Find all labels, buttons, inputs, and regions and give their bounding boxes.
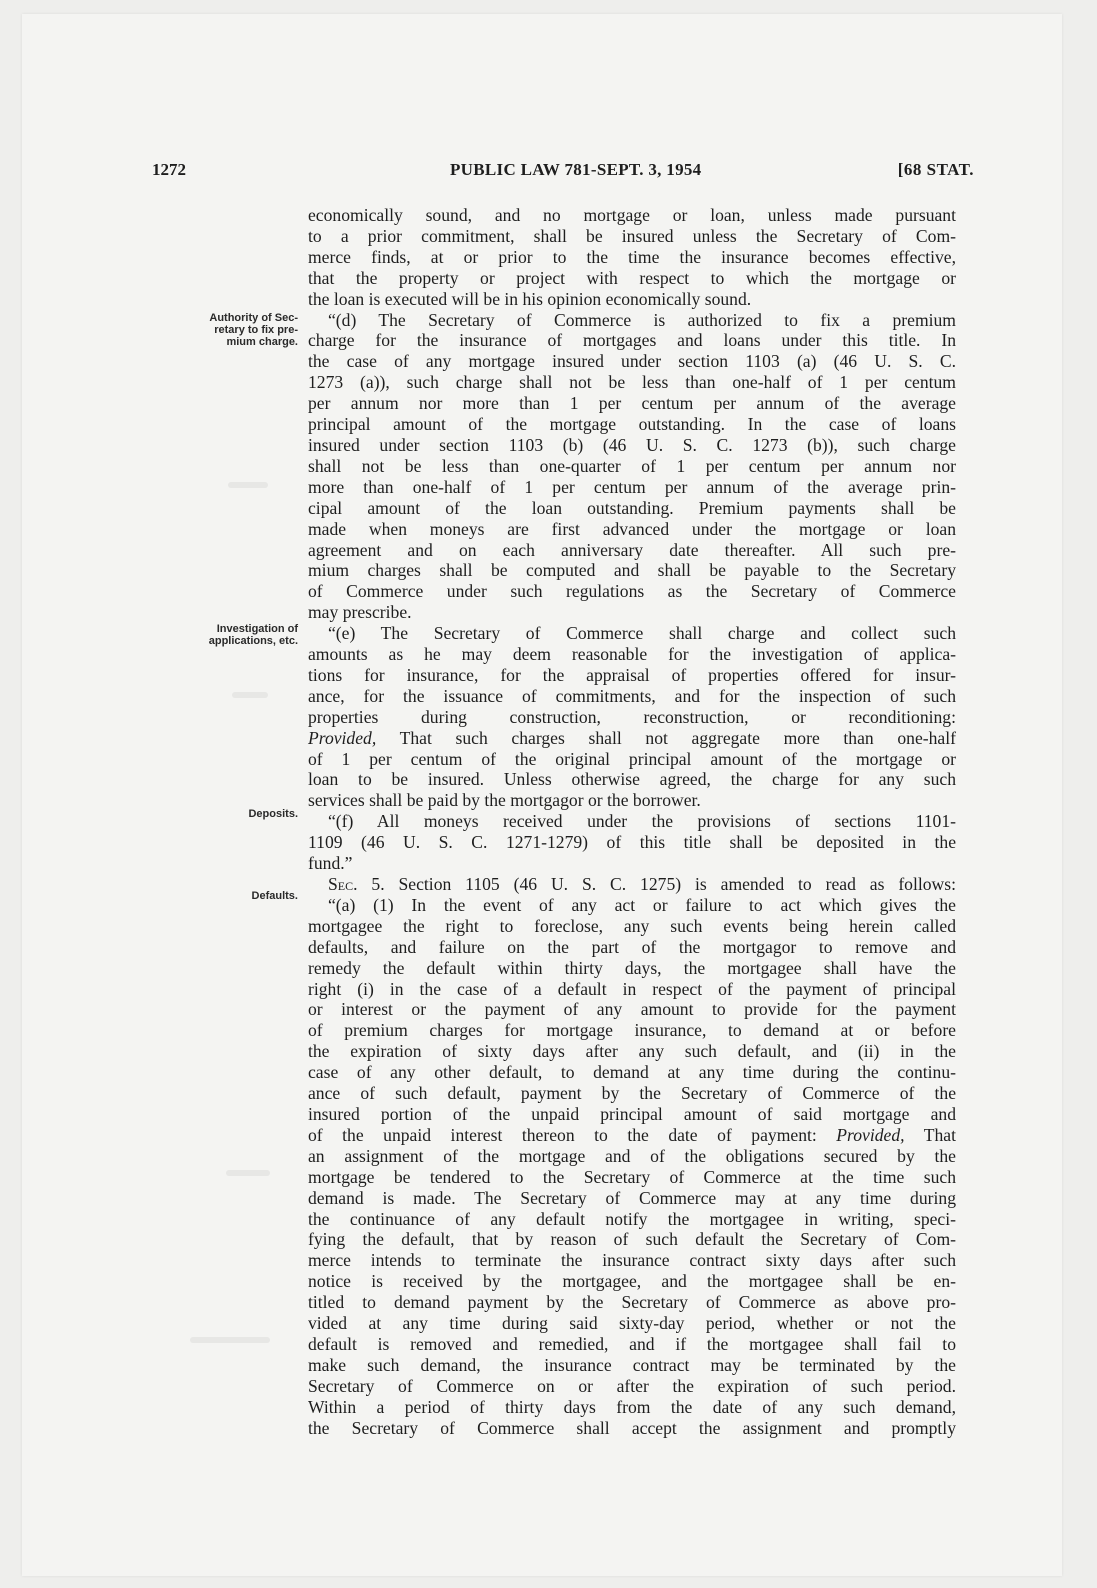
bleed-through-mark — [228, 482, 268, 488]
text-line: charge for the insurance of mortgages and loans under this title. In — [308, 330, 956, 351]
body-text — [308, 205, 956, 1438]
margin-note-premium-charge — [143, 312, 298, 348]
margin-note-line: Deposits. — [248, 808, 298, 820]
running-title: PUBLIC LAW 781-SEPT. 3, 1954 — [450, 160, 702, 179]
text-line: titled to demand payment by the Secretary of Commerce as above pro- — [308, 1292, 956, 1313]
text-line: mortgage be tendered to the Secretary of Commerce at the time such — [308, 1166, 956, 1187]
text-line: 1273 (a)), such charge shall not be less than one-half of 1 per centum — [308, 372, 956, 393]
text-line: tions for insurance, for the appraisal of properties offered for insur- — [308, 664, 956, 685]
section-label: Sec. 5. — [328, 874, 385, 894]
bleed-through-mark — [232, 692, 268, 698]
proviso-term: Provided, — [836, 1124, 905, 1145]
text-line: “(d) The Secretary of Commerce is authorized to fix a premium — [328, 309, 956, 330]
text-line: that the property or project with respect to which the mortgage or — [308, 267, 956, 288]
text-line — [308, 728, 956, 749]
text-line: mortgagee the right to foreclose, any such events being herein called — [308, 915, 956, 936]
text-line — [308, 1125, 956, 1146]
text-line: “(e) The Secretary of Commerce shall charge and collect such — [328, 623, 956, 644]
text-line: “(f) All moneys received under the provisions of sections 1101- — [328, 811, 956, 832]
text-line: Within a period of thirty days from the date of any such demand, — [308, 1396, 956, 1417]
text-line: insured portion of the unpaid principal amount of said mortgage and — [308, 1103, 956, 1124]
text-line: right (i) in the case of a default in respect of the payment of principal — [308, 978, 956, 999]
text-line: principal amount of the mortgage outstanding. In the case of loans — [308, 414, 956, 435]
text-line: make such demand, the insurance contract may be terminated by the — [308, 1354, 956, 1375]
margin-note-defaults — [143, 890, 298, 902]
text-line: services shall be paid by the mortgagor or the borrower. — [308, 790, 701, 811]
text-line — [308, 874, 956, 895]
text-line: vided at any time during said sixty-day period, whether or not the — [308, 1313, 956, 1334]
text-line: “(a) (1) In the event of any act or failure to act which gives the — [328, 894, 956, 915]
text-line: insured under section 1103 (b) (46 U. S. C. 1273 (b)), such charge — [308, 434, 956, 455]
margin-note-line: mium charge. — [226, 336, 298, 348]
text-line: demand is made. The Secretary of Commerce may at any time during — [308, 1187, 956, 1208]
text-line: amounts as he may deem reasonable for the investigation of applica- — [308, 644, 956, 665]
text-line: fying the default, that by reason of such default the Secretary of Com- — [308, 1229, 956, 1250]
page-number: 1272 — [152, 160, 186, 179]
margin-note-deposits — [143, 808, 298, 820]
text-line: of premium charges for mortgage insurance, to demand at or before — [308, 1020, 956, 1041]
text-line-part: That such charges shall not aggregate more than one-half — [399, 727, 956, 748]
page-header — [152, 160, 974, 186]
margin-note-line: Defaults. — [251, 890, 298, 902]
text-line: merce finds, at or prior to the time the insurance becomes effective, — [308, 246, 956, 267]
text-line: mium charges shall be computed and shall be payable to the Secretary — [308, 560, 956, 581]
text-line: made when moneys are first advanced under the mortgage or loan — [308, 518, 956, 539]
text-line: fund.” — [308, 853, 353, 874]
text-line: defaults, and failure on the part of the mortgagor to remove and — [308, 936, 956, 957]
text-line-part: That — [923, 1124, 956, 1145]
text-line: remedy the default within thirty days, the mortgagee shall have the — [308, 957, 956, 978]
text-line: more than one-half of 1 per centum per annum of the average prin- — [308, 476, 956, 497]
margin-note-line: Authority of Sec- — [209, 312, 298, 324]
text-line: per annum nor more than 1 per centum per annum of the average — [308, 393, 956, 414]
text-line-part: of the unpaid interest thereon to the date of payment: — [308, 1124, 817, 1145]
margin-note-investigation — [143, 623, 298, 647]
text-line: an assignment of the mortgage and of the obligations secured by the — [308, 1145, 956, 1166]
text-line: of Commerce under such regulations as the Secretary of Commerce — [308, 581, 956, 602]
text-line: cipal amount of the loan outstanding. Premium payments shall be — [308, 497, 956, 518]
text-line: agreement and on each anniversary date thereafter. All such pre- — [308, 539, 956, 560]
margin-note-line: Investigation of — [216, 623, 298, 635]
text-line: to a prior commitment, shall be insured unless the Secretary of Com- — [308, 225, 956, 246]
text-line: case of any other default, to demand at any time during the continu- — [308, 1062, 956, 1083]
text-line: of 1 per centum of the original principal amount of the mortgage or — [308, 748, 956, 769]
text-line: may prescribe. — [308, 602, 412, 623]
text-line: loan to be insured. Unless otherwise agreed, the charge for any such — [308, 769, 956, 790]
text-line: properties during construction, reconstruction, or reconditioning: — [308, 706, 956, 727]
text-line: the continuance of any default notify the mortgagee in writing, speci- — [308, 1208, 956, 1229]
bleed-through-mark — [226, 1170, 270, 1176]
text-line: Secretary of Commerce on or after the expiration of such period. — [308, 1375, 956, 1396]
text-line-part: Section 1105 (46 U. S. C. 1275) is amended to read as follows: — [398, 874, 956, 894]
text-line: the loan is executed will be in his opinion economically sound. — [308, 288, 752, 309]
text-line: 1109 (46 U. S. C. 1271-1279) of this title shall be deposited in the — [308, 832, 956, 853]
text-line: shall not be less than one-quarter of 1 per centum per annum nor — [308, 455, 956, 476]
text-line: the case of any mortgage insured under section 1103 (a) (46 U. S. C. — [308, 351, 956, 372]
text-line: ance, for the issuance of commitments, and for the inspection of such — [308, 685, 956, 706]
margin-note-line: retary to fix pre- — [214, 324, 298, 336]
text-line: merce intends to terminate the insurance contract sixty days after such — [308, 1250, 956, 1271]
volume-reference: [68 STAT. — [897, 160, 974, 179]
text-line: the Secretary of Commerce shall accept the assignment and promptly — [308, 1417, 956, 1438]
text-line: notice is received by the mortgagee, and the mortgagee shall be en- — [308, 1271, 956, 1292]
text-line: or interest or the payment of any amount to provide for the payment — [308, 999, 956, 1020]
text-line: default is removed and remedied, and if the mortgagee shall fail to — [308, 1333, 956, 1354]
margin-note-line: applications, etc. — [208, 635, 298, 647]
text-line: economically sound, and no mortgage or loan, unless made pursuant — [308, 205, 956, 225]
bleed-through-mark — [190, 1337, 270, 1343]
proviso-term: Provided, — [308, 727, 377, 748]
text-line: ance of such default, payment by the Secretary of Commerce of the — [308, 1083, 956, 1104]
text-line: the expiration of sixty days after any such default, and (ii) in the — [308, 1041, 956, 1062]
